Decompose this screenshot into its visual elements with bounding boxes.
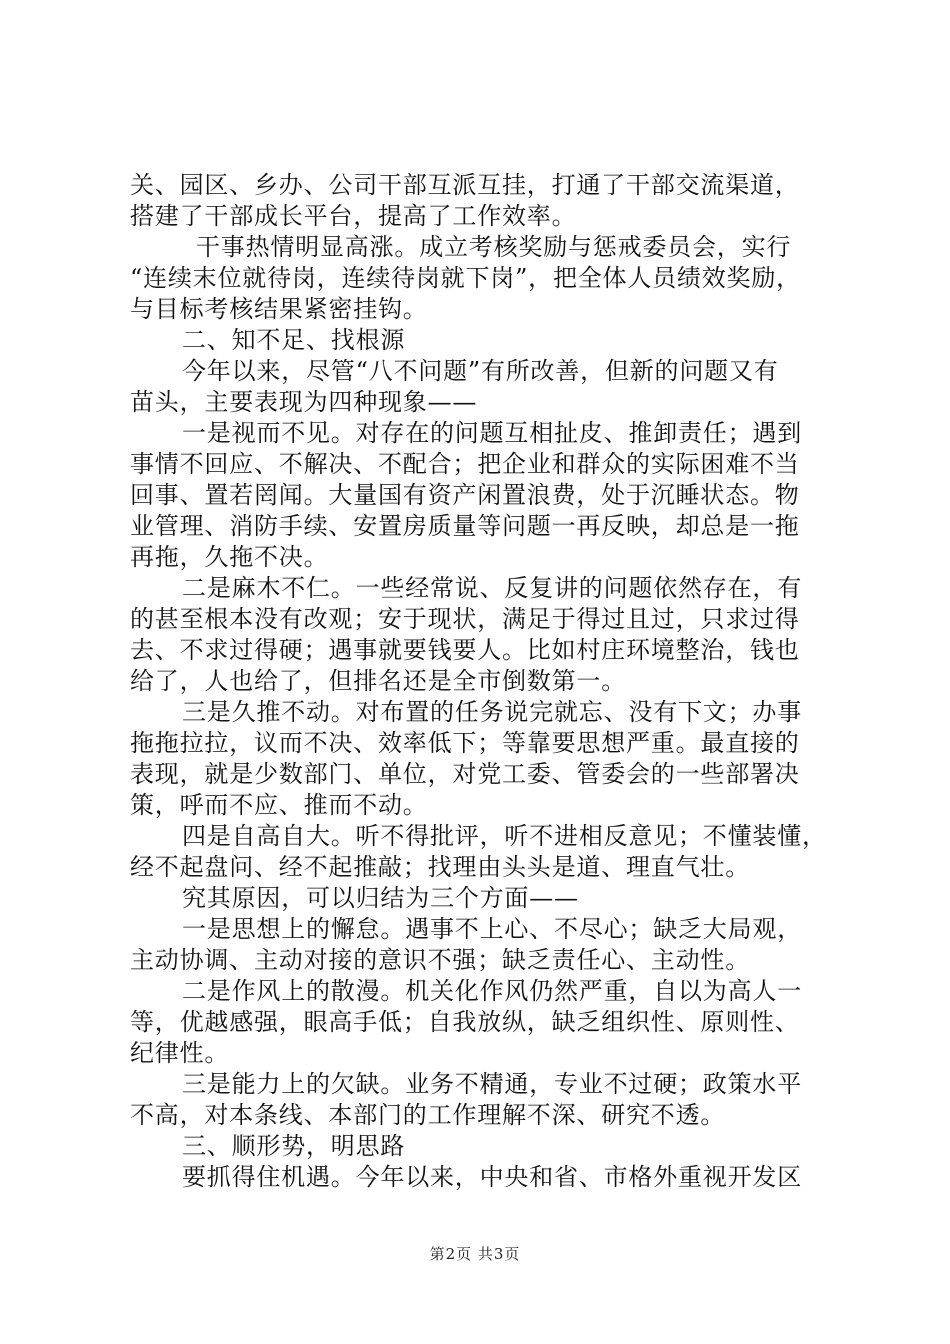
text-line: 四是自高自大。听不得批评，听不进相反意见；不懂装懂， — [182, 822, 827, 850]
text-line: 究其原因，可以归结为三个方面—— — [182, 884, 579, 912]
text-line: 三是能力上的欠缺。业务不精通，专业不过硬；政策水平 — [182, 1070, 802, 1098]
text-line: 给了，人也给了，但排名还是全市倒数第一。 — [130, 667, 626, 695]
text-line: 二、知不足、找根源 — [182, 326, 406, 354]
document-body — [130, 170, 830, 1193]
text-line: 业管理、消防手续、安置房质量等问题一再反映，却总是一拖 — [130, 512, 800, 540]
text-line: 去、不求过得硬；遇事就要钱要人。比如村庄环境整治，钱也 — [130, 636, 800, 664]
text-line: 三是久推不动。对布置的任务说完就忘、没有下文；办事 — [182, 698, 802, 726]
text-line: 表现，就是少数部门、单位，对党工委、管委会的一些部署决 — [130, 760, 800, 788]
text-line: “连续末位就待岗，连续待岗就下岗”，把全体人员绩效奖励， — [130, 264, 801, 292]
text-line: 搭建了干部成长平台，提高了工作效率。 — [130, 202, 577, 230]
text-line: 苗头，主要表现为四种现象—— — [130, 388, 478, 416]
text-line: 干事热情明显高涨。成立考核奖励与惩戒委员会，实行 — [196, 233, 792, 261]
text-line: 关、园区、乡办、公司干部互派互挂，打通了干部交流渠道， — [130, 171, 800, 199]
page-footer: 第2页 共3页 — [429, 1245, 521, 1263]
text-line: 三、顺形势，明思路 — [182, 1132, 406, 1160]
text-line: 与目标考核结果紧密挂钩。 — [130, 295, 428, 323]
text-line: 不高，对本条线、本部门的工作理解不深、研究不透。 — [130, 1101, 726, 1129]
text-line: 要抓得住机遇。今年以来，中央和省、市格外重视开发区 — [182, 1163, 802, 1191]
text-line: 再拖，久拖不决。 — [130, 543, 329, 571]
text-line: 经不起盘问、经不起推敲；找理由头头是道、理直气壮。 — [130, 853, 750, 881]
text-line: 策，呼而不应、推而不动。 — [130, 791, 428, 819]
text-line: 一是视而不见。对存在的问题互相扯皮、推卸责任；遇到 — [182, 419, 802, 447]
text-line: 纪律性。 — [130, 1039, 230, 1067]
text-line: 等，优越感强，眼高手低；自我放纵，缺乏组织性、原则性、 — [130, 1008, 800, 1036]
text-line: 事情不回应、不解决、不配合；把企业和群众的实际困难不当 — [130, 450, 800, 478]
text-line: 主动协调、主动对接的意识不强；缺乏责任心、主动性。 — [130, 946, 750, 974]
text-line: 的甚至根本没有改观；安于现状，满足于得过且过，只求过得 — [130, 605, 800, 633]
text-line: 今年以来，尽管“八不问题”有所改善，但新的问题又有 — [182, 357, 779, 385]
text-line: 回事、置若罔闻。大量国有资产闲置浪费，处于沉睡状态。物 — [130, 481, 800, 509]
text-line: 二是麻木不仁。一些经常说、反复讲的问题依然存在，有 — [182, 574, 802, 602]
text-line: 二是作风上的散漫。机关化作风仍然严重，自以为高人一 — [182, 977, 802, 1005]
text-line: 拖拖拉拉，议而不决、效率低下；等靠要思想严重。最直接的 — [130, 729, 800, 757]
text-line: 一是思想上的懈怠。遇事不上心、不尽心；缺乏大局观， — [182, 915, 802, 943]
